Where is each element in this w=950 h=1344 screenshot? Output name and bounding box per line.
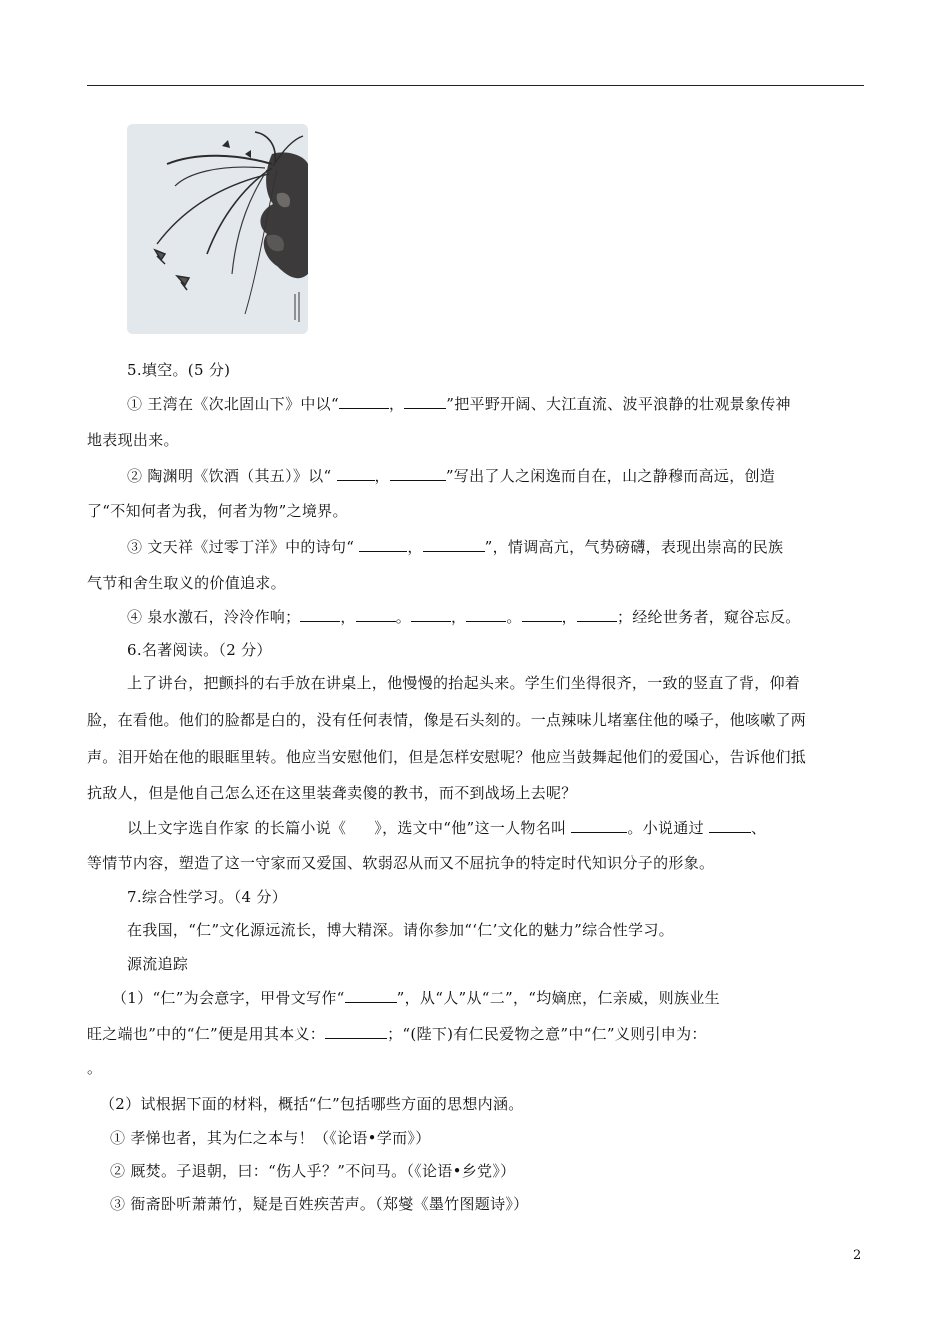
q6-question: 以上文字选自作家 的长篇小说《 》，选文中“他”这一人物名叫 。小说通过 、 — [127, 819, 767, 837]
q7-material-3: ③ 衙斋卧听萧萧竹，疑是百姓疾苦声。（郑燮《墨竹图题诗》） — [110, 1195, 529, 1213]
answer-blank[interactable] — [522, 607, 562, 622]
q5-item-1-cont: 地表现出来。 — [87, 431, 179, 449]
answer-blank[interactable] — [337, 466, 375, 481]
q7-section-heading: 源流追踪 — [127, 955, 189, 973]
q6-question-cont: 等情节内容，塑造了这一守家而又爱国、软弱忍从而又不屈抗争的特定时代知识分子的形象。 — [87, 854, 715, 872]
q5-item-1: ① 王湾在《次北固山下》中以“ ， ”把平野开阔、大江直流、波平浪静的壮观景象传神 — [127, 395, 791, 413]
answer-blank[interactable] — [404, 394, 446, 409]
answer-blank[interactable] — [577, 607, 617, 622]
q6-passage-line: 声。泪开始在他的眼眶里转。他应当安慰他们，但是怎样安慰呢？他应当鼓舞起他们的爱国心，告诉他们抵 — [87, 748, 807, 766]
orchid-ink-painting — [127, 124, 308, 334]
q6-passage-line: 抗敌人，但是他自己怎么还在这里装聋卖傻的教书，而不到战场上去呢？ — [87, 784, 577, 802]
answer-blank[interactable] — [390, 466, 446, 481]
q5-item-3: ③ 文天祥《过零丁洋》中的诗句“ ， ”，情调高亢，气势磅礴，表现出崇高的民族 — [127, 538, 784, 556]
q5-item-3-cont: 气节和舍生取义的价值追求。 — [87, 574, 286, 592]
answer-blank[interactable] — [325, 1024, 387, 1039]
q6-passage-line: 上了讲台，把颤抖的右手放在讲桌上，他慢慢的抬起头来。学生们坐得很齐，一致的竖直了背，仰着 — [127, 674, 801, 692]
answer-blank[interactable] — [411, 607, 451, 622]
answer-blank[interactable] — [359, 537, 407, 552]
answer-blank[interactable] — [466, 607, 506, 622]
q7-material-1: ① 孝悌也者，其为仁之本与！（《论语•学而》） — [110, 1129, 431, 1147]
answer-blank[interactable] — [423, 537, 485, 552]
page-number: 2 — [853, 1248, 862, 1263]
answer-blank[interactable] — [709, 818, 751, 833]
answer-blank[interactable] — [300, 607, 340, 622]
answer-blank[interactable] — [571, 818, 627, 833]
q6-title: 6.名著阅读。（2 分） — [127, 641, 272, 659]
answer-blank[interactable] — [356, 607, 396, 622]
q7-material-2: ② 厩焚。子退朝，曰：“伤人乎？”不问马。（《论语•乡党》） — [110, 1162, 516, 1180]
q7-title: 7.综合性学习。（4 分） — [127, 888, 288, 906]
answer-blank[interactable] — [345, 988, 397, 1003]
q7-intro: 在我国，“仁”文化源远流长，博大精深。请你参加“‘仁’文化的魅力”综合性学习。 — [127, 921, 674, 939]
header-rule — [87, 85, 864, 86]
q5-item-2-cont: 了“不知何者为我，何者为物”之境界。 — [87, 502, 348, 520]
q7-part-2: （2）试根据下面的材料，概括“仁”包括哪些方面的思想内涵。 — [100, 1095, 524, 1113]
q5-title: 5.填空。(5 分) — [127, 361, 231, 379]
q5-item-4: ④ 泉水激石，泠泠作响； ， 。 ， 。 ， ；经纶世务者，窥谷忘反。 — [127, 608, 801, 626]
q5-item-2: ② 陶渊明《饮酒（其五）》以“ ， ”写出了人之闲逸而自在，山之静穆而高远，创造 — [127, 467, 776, 485]
answer-blank[interactable] — [339, 394, 389, 409]
q7-part-1-cont: 旺之端也”中的“仁”便是用其本义： ；“(陛下)有仁民爱物之意”中“仁”义则引申为： — [87, 1025, 707, 1043]
q7-part-1: （1）“仁”为会意字，甲骨文写作“ ”，从“人”从“二”，“均嫡庶，仁亲威，则族业生 — [112, 989, 720, 1007]
q7-part-1-end: 。 — [87, 1059, 103, 1077]
q6-passage-line: 脸，在看他。他们的脸都是白的，没有任何表情，像是石头刻的。一点辣味儿堵塞住他的嗓子，他咳嗽了两 — [87, 711, 807, 729]
